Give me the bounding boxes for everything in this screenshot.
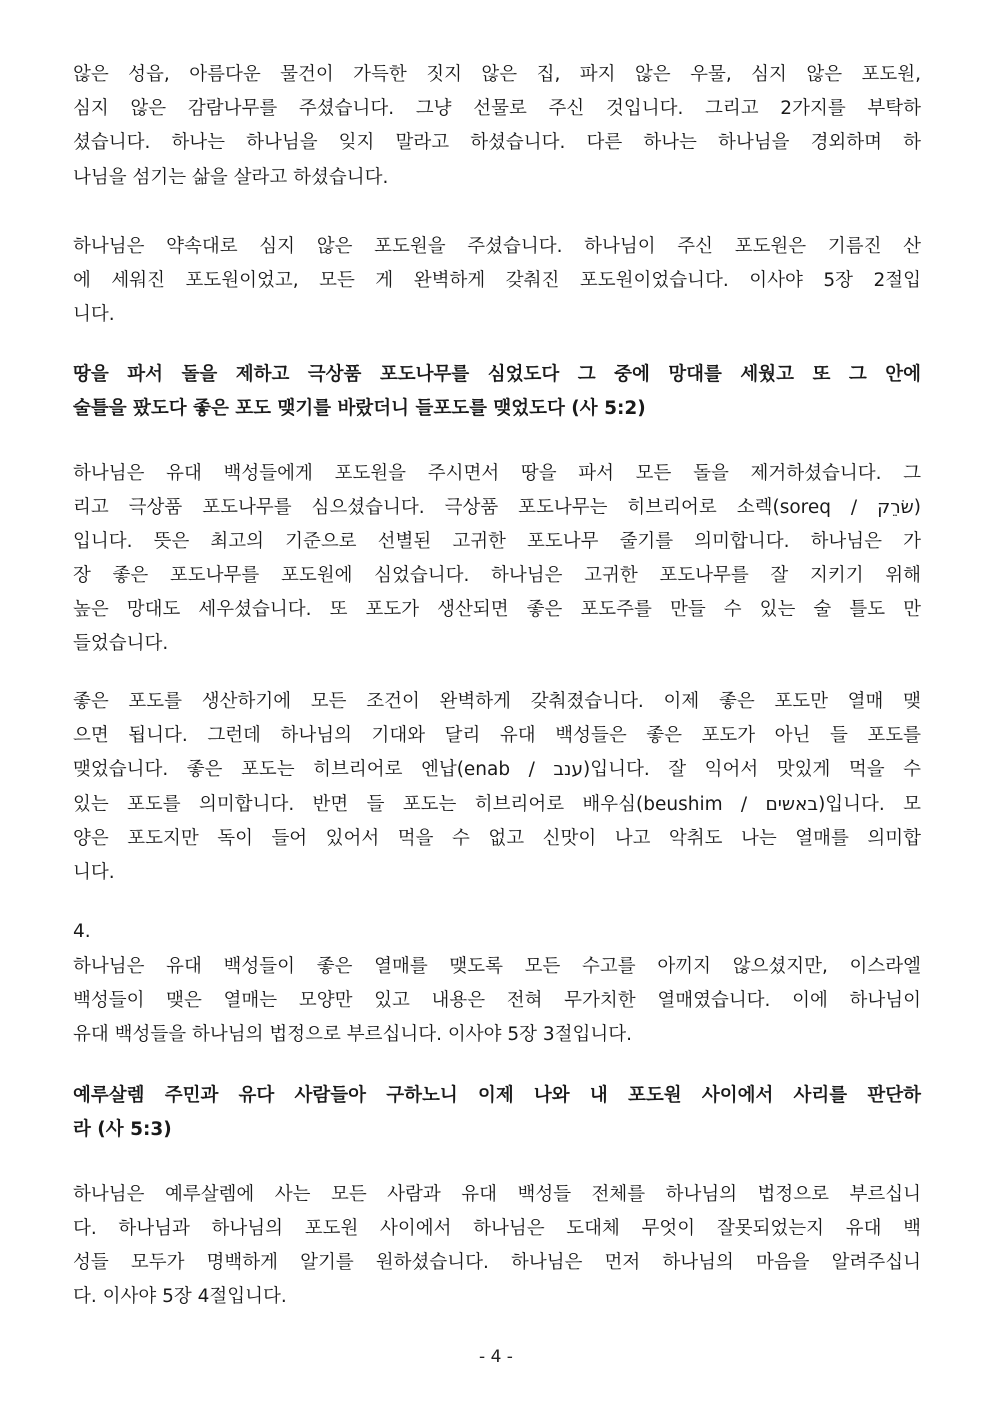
paragraph-line: 성들 모두가 명백하게 알기를 원하셨습니다. 하나님은 먼저 하나님의 마음을 알려주십니 — [73, 1252, 921, 1273]
paragraph-line: 하나님은 예루살렘에 사는 모든 사람과 유대 백성들 전체를 하나님의 법정으로 부르십니 — [73, 1184, 921, 1205]
paragraph-line — [73, 491, 921, 525]
paragraph-line: 하나님은 약속대로 심지 않은 포도원을 주셨습니다. 하나님이 주신 포도원은 기름진 산 — [73, 236, 921, 257]
paragraph-line: 심지 않은 감람나무를 주셨습니다. 그냥 선물로 주신 것입니다. 그리고 2가지를 부탁하 — [73, 98, 921, 119]
page-number: - 4 - — [479, 1347, 513, 1367]
paragraph-line: 백성들이 맺은 열매는 모양만 있고 내용은 전혀 무가치한 열매였습니다. 이에 하나님이 — [73, 990, 921, 1011]
section-number: 4. — [73, 921, 91, 942]
hebrew-word-soreq: שׂרֵק — [877, 497, 914, 518]
paragraph-line: 유대 백성들을 하나님의 법정으로 부르십니다. 이사야 5장 3절입니다. — [73, 1024, 632, 1045]
paragraph-text: )입니다. 잘 익어서 맛있게 먹을 수 — [583, 759, 921, 780]
scripture-quote-line: 술틀을 팠도다 좋은 포도 맺기를 바랐더니 들포도를 맺었도다 (사 5:2) — [73, 398, 646, 419]
paragraph-text: 리고 극상품 포도나무를 심으셨습니다. 극상품 포도나무는 히브리어로 소렉(soreq / — [73, 497, 878, 518]
hebrew-word-enab: ענב — [553, 759, 584, 780]
paragraph-line: 다. 하나님과 하나님의 포도원 사이에서 하나님은 도대체 무엇이 잘못되었는지 유대 백 — [73, 1218, 921, 1239]
paragraph-line: 좋은 포도를 생산하기에 모든 조건이 완벽하게 갖춰졌습니다. 이제 좋은 포도만 열매 맺 — [73, 691, 921, 712]
paragraph-line: 하나님은 유대 백성들이 좋은 열매를 맺도록 모든 수고를 아끼지 않으셨지만, 이스라엘 — [73, 956, 921, 977]
paragraph-text: ) — [913, 497, 921, 518]
scripture-quote-line: 예루살렘 주민과 유다 사람들아 구하노니 이제 나와 내 포도원 사이에서 사리를 판단하 — [73, 1085, 921, 1106]
paragraph-line: 들었습니다. — [73, 633, 169, 654]
paragraph-line: 하나님은 유대 백성들에게 포도원을 주시면서 땅을 파서 모든 돌을 제거하셨습니다. 그 — [73, 463, 921, 484]
scripture-quote-line: 땅을 파서 돌을 제하고 극상품 포도나무를 심었도다 그 중에 망대를 세웠고 또 그 안에 — [73, 364, 921, 385]
paragraph-line: 다. 이사야 5장 4절입니다. — [73, 1286, 287, 1307]
paragraph-line: 셨습니다. 하나는 하나님을 잊지 말라고 하셨습니다. 다른 하나는 하나님을 경외하며 하 — [73, 132, 921, 153]
paragraph-line: 않은 성읍, 아름다운 물건이 가득한 짓지 않은 집, 파지 않은 우물, 심지 않은 포도원, — [73, 64, 921, 85]
paragraph-text: )입니다. 모 — [818, 794, 921, 815]
paragraph-line: 니다. — [73, 862, 115, 883]
paragraph-line — [73, 788, 921, 822]
paragraph-line: 높은 망대도 세우셨습니다. 또 포도가 생산되면 좋은 포도주를 만들 수 있는 술 틀도 만 — [73, 599, 921, 620]
paragraph-text: 맺었습니다. 좋은 포도는 히브리어로 엔납(enab / — [73, 759, 554, 780]
paragraph-line: 으면 됩니다. 그런데 하나님의 기대와 달리 유대 백성들은 좋은 포도가 아닌 들 포도를 — [73, 725, 921, 746]
paragraph-line: 니다. — [73, 304, 115, 325]
paragraph-text: 있는 포도를 의미합니다. 반면 들 포도는 히브리어로 배우심(beushim / — [73, 794, 766, 815]
paragraph-line: 양은 포도지만 독이 들어 있어서 먹을 수 없고 신맛이 나고 악취도 나는 열매를 의미합 — [73, 828, 921, 849]
paragraph-line: 나님을 섬기는 삶을 살라고 하셨습니다. — [73, 167, 389, 188]
paragraph-line: 입니다. 뜻은 최고의 기준으로 선별된 고귀한 포도나무 줄기를 의미합니다. 하나님은 가 — [73, 531, 921, 552]
hebrew-word-beushim: באשים — [765, 794, 819, 815]
paragraph-line: 에 세워진 포도원이었고, 모든 게 완벽하게 갖춰진 포도원이었습니다. 이사야 5장 2절입 — [73, 270, 921, 291]
scripture-quote-line: 라 (사 5:3) — [73, 1119, 172, 1140]
paragraph-line: 장 좋은 포도나무를 포도원에 심었습니다. 하나님은 고귀한 포도나무를 잘 지키기 위해 — [73, 565, 921, 586]
paragraph-line — [73, 753, 921, 787]
